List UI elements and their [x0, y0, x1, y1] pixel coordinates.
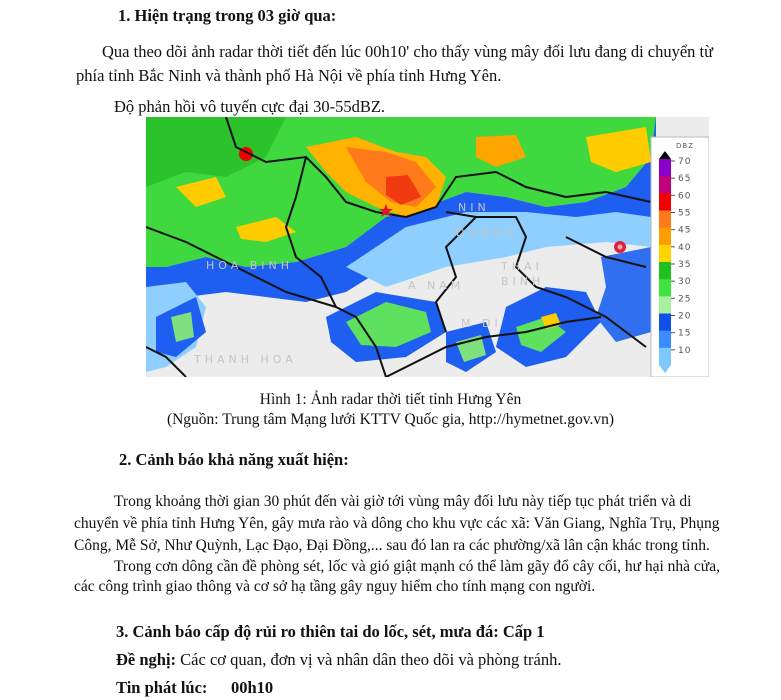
legend-color-band — [659, 245, 671, 263]
section-2-p1-line-2: chuyển về phía tỉnh Hưng Yên, gây mưa rào và dông cho khu vực các xã: Văn Giang, Nghĩa Trụ, Phụng — [74, 515, 720, 532]
legend-color-band — [659, 331, 671, 349]
map-label-ha-nam: A NAM — [408, 279, 465, 292]
legend-tick-label: 25 — [678, 294, 692, 305]
reflectivity-text: Độ phản hồi vô tuyến cực đại 30-55dBZ. — [114, 97, 386, 116]
map-label-thai-binh-2: BINH — [501, 275, 545, 288]
section-1-heading: 1. Hiện trạng trong 03 giờ qua: — [118, 6, 337, 25]
section-2-p2-line-1: Trong cơn dông cần đề phòng sét, lốc và gió giật mạnh có thể làm gãy đổ cây cối, hư hại nhà cửa, — [114, 558, 720, 575]
legend-tick-label: 60 — [678, 191, 692, 202]
section-2-heading: 2. Cảnh báo khả năng xuất hiện: — [119, 450, 349, 469]
map-label-hoa-binh: HOA BINH — [206, 259, 294, 272]
legend-color-band — [659, 348, 671, 366]
legend-tick-label: 40 — [678, 242, 692, 253]
map-label-hai-duong-1: NIN — [458, 201, 490, 214]
section-1-paragraph-line-2: phía tỉnh Bắc Ninh và thành phố Hà Nội về phía tỉnh Hưng Yên. — [76, 66, 502, 85]
legend-color-band — [659, 228, 671, 246]
legend-color-band — [659, 296, 671, 314]
legend-color-band — [659, 159, 671, 177]
legend-tick-label: 55 — [678, 208, 692, 219]
legend-tick-label: 10 — [678, 345, 692, 356]
recommendation-label: Đề nghị: — [116, 650, 177, 669]
recommendation — [116, 650, 561, 670]
legend-color-band — [659, 193, 671, 211]
legend-tick-label: 70 — [678, 157, 692, 167]
map-label-thai-binh-1: THAI — [501, 260, 543, 273]
recommendation-text: Các cơ quan, đơn vị và nhân dân theo dõi và phòng tránh. — [176, 650, 562, 669]
legend-color-band — [659, 211, 671, 229]
figure-source: (Nguồn: Trung tâm Mạng lưới KTTV Quốc gia, http://hymetnet.gov.vn) — [166, 411, 615, 428]
legend-color-band — [659, 176, 671, 194]
legend-color-band — [659, 279, 671, 297]
section-2-p1-line-3: Công, Mễ Sở, Như Quỳnh, Lạc Đạo, Đại Đồng,... sau đó lan ra các phường/xã lân cận khác trong tỉnh. — [74, 537, 710, 554]
map-label-nam-dinh: M DI — [461, 317, 502, 330]
legend-tick-label: 35 — [678, 260, 692, 270]
issued-time: 00h10 — [231, 678, 274, 697]
legend-tick-label: 45 — [678, 225, 692, 236]
section-2-p1-line-1: Trong khoảng thời gian 30 phút đến vài giờ tới vùng mây đối lưu này tiếp tục phát triển và di — [114, 493, 692, 510]
issued-label: Tin phát lúc: — [116, 678, 208, 697]
legend-color-band — [659, 314, 671, 332]
legend-tick-label: 65 — [678, 174, 692, 185]
legend-tick-label: 15 — [678, 328, 692, 339]
legend-color-band — [659, 262, 671, 280]
legend-tick-label: 30 — [678, 277, 692, 288]
dbz-legend — [651, 137, 709, 377]
legend-unit: DBZ — [676, 142, 694, 150]
section-2-p2-line-2: các công trình giao thông và cơ sở hạ tầng gây nguy hiểm cho tính mạng con người. — [74, 578, 596, 595]
map-label-thanh-hoa: THANH HOA — [194, 353, 297, 366]
section-1-paragraph-line-1: Qua theo dõi ảnh radar thời tiết đến lúc 00h10' cho thấy vùng mây đối lưu đang di chuyển từ — [102, 42, 714, 61]
radar-image — [146, 117, 709, 377]
legend-tick-label: 20 — [678, 311, 692, 322]
map-label-hai-duong-2: DUONG — [456, 226, 518, 239]
section-3-heading: 3. Cảnh báo cấp độ rủi ro thiên tai do lốc, sét, mưa đá: Cấp 1 — [116, 622, 545, 641]
figure-caption: Hình 1: Ảnh radar thời tiết tỉnh Hưng Yên — [259, 391, 522, 408]
